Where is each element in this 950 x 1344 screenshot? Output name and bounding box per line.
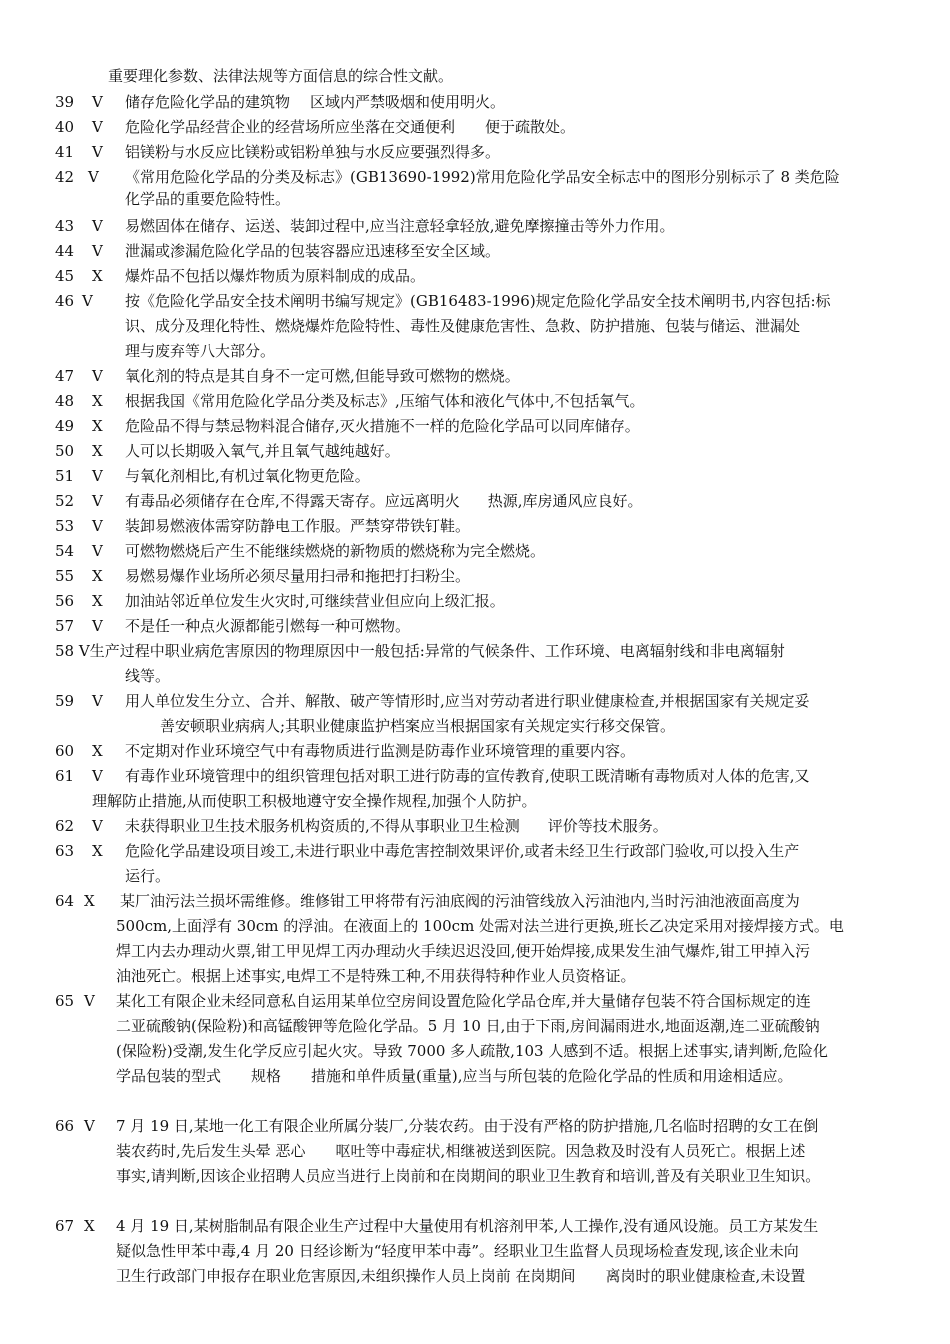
item-text: 加油站邻近单位发生火灾时,可继续营业但应向上级汇报。 xyxy=(125,592,505,610)
item-text: 学品包装的型式 规格 措施和单件质量(重量),应当与所包装的危险化学品的性质和用途相适应。 xyxy=(116,1067,793,1085)
item-answer: V xyxy=(92,118,103,136)
item-text: 爆炸品不包括以爆炸物质为原料制成的成品。 xyxy=(125,267,426,285)
item-answer: V xyxy=(92,93,103,111)
item-number: 67 xyxy=(55,1217,75,1235)
item-text: 易燃固体在储存、运送、装卸过程中,应当注意轻拿轻放,避免摩擦撞击等外力作用。 xyxy=(125,217,675,235)
item-text: 储存危险化学品的建筑物 区域内严禁吸烟和使用明火。 xyxy=(125,93,506,111)
item-text: 人可以长期吸入氧气,并且氧气越纯越好。 xyxy=(125,442,400,460)
item-text: (保险粉)受潮,发生化学反应引起火灾。导致 7000 多人疏散,103 人感到不适。根据上述事实,请判断,危险化 xyxy=(116,1042,828,1060)
item-answer: X xyxy=(92,267,103,285)
item-text: 7 月 19 日,某地一化工有限企业所属分装厂,分装农药。由于没有严格的防护措施,几名临时招聘的女工在倒 xyxy=(116,1117,819,1135)
item-text: 与氧化剂相比,有机过氧化物更危险。 xyxy=(125,467,370,485)
item-answer: X xyxy=(92,567,103,585)
item-answer: V xyxy=(92,542,103,560)
item-number: 65 xyxy=(55,992,75,1010)
item-text: 氧化剂的特点是其自身不一定可燃,但能导致可燃物的燃烧。 xyxy=(125,367,520,385)
item-text: 泄漏或渗漏危险化学品的包装容器应迅速移至安全区域。 xyxy=(125,242,501,260)
item-number: 40 xyxy=(55,118,75,136)
item-text: 危险化学品经营企业的经营场所应坐落在交通便利 便于疏散处。 xyxy=(125,118,576,136)
item-text: 善安顿职业病病人;其职业健康监护档案应当根据国家有关规定实行移交保管。 xyxy=(160,717,676,735)
item-text: 有毒品必须储存在仓库,不得露天寄存。应远离明火 热源,库房通风应良好。 xyxy=(125,492,643,510)
item-answer: V xyxy=(92,767,103,785)
item-answer: X xyxy=(92,592,103,610)
item-text: 某厂油污法兰损坏需维修。维修钳工甲将带有污油底阀的污油管线放入污油池内,当时污油池液面高度为 xyxy=(120,892,800,910)
item-number: 62 xyxy=(55,817,75,835)
item-number: 43 xyxy=(55,217,75,235)
item-answer: V xyxy=(92,242,103,260)
item-number: 50 xyxy=(55,442,75,460)
item-answer: V xyxy=(92,692,103,710)
item-text: 按《危险化学品安全技术阐明书编写规定》(GB16483-1996)规定危险化学品安全技术阐明书,内容包括:标 xyxy=(125,292,831,310)
item-number: 60 xyxy=(55,742,75,760)
item-text: 卫生行政部门申报存在职业危害原因,未组织操作人员上岗前 在岗期间 离岗时的职业健康检查,未设置 xyxy=(116,1267,806,1285)
item-text: 焊工内去办理动火票,钳工甲见焊工丙办理动火手续迟迟没回,便开始焊接,成果发生油气爆炸,钳工甲掉入污 xyxy=(116,942,811,960)
item-number: 61 xyxy=(55,767,75,785)
item-number: 59 xyxy=(55,692,75,710)
item-text: 58 V生产过程中职业病危害原因的物理原因中一般包括:异常的气候条件、工作环境、电离辐射线和非电离辐射 xyxy=(55,642,785,660)
item-text: 未获得职业卫生技术服务机构资质的,不得从事职业卫生检测 评价等技术服务。 xyxy=(125,817,668,835)
item-number: 47 xyxy=(55,367,75,385)
item-number: 44 xyxy=(55,242,75,260)
item-answer: V xyxy=(92,217,103,235)
item-text: 危险品不得与禁忌物料混合储存,灭火措施不一样的危险化学品可以同库储存。 xyxy=(125,417,640,435)
item-number: 55 xyxy=(55,567,75,585)
item-answer: V xyxy=(92,492,103,510)
item-number: 58 xyxy=(55,642,75,660)
item-text: 不是任一种点火源都能引燃每一种可燃物。 xyxy=(125,617,411,635)
item-text: 根据我国《常用危险化学品分类及标志》,压缩气体和液化气体中,不包括氧气。 xyxy=(125,392,645,410)
item-answer: X xyxy=(92,742,103,760)
item-text: 化学品的重要危险特性。 xyxy=(125,190,291,208)
item-answer: X xyxy=(92,417,103,435)
item-number: 51 xyxy=(55,467,75,485)
item-text: 事实,请判断,因该企业招聘人员应当进行上岗前和在岗期间的职业卫生教育和培训,普及有关职业卫生知识。 xyxy=(116,1167,821,1185)
item-text: 500cm,上面浮有 30cm 的浮油。在液面上的 100cm 处需对法兰进行更换,班长乙决定采用对接焊接方式。电 xyxy=(116,917,844,935)
item-text: 不定期对作业环境空气中有毒物质进行监测是防毒作业环境管理的重要内容。 xyxy=(125,742,636,760)
item-answer: V xyxy=(82,292,93,310)
item-text: 有毒作业环境管理中的组织管理包括对职工进行防毒的宣传教育,使职工既清晰有毒物质对人体的危害,又 xyxy=(125,767,810,785)
item-text: 线等。 xyxy=(125,667,171,685)
item-number: 42 xyxy=(55,168,75,186)
item-answer: X xyxy=(84,1217,95,1235)
item-number: 57 xyxy=(55,617,75,635)
item-number: 41 xyxy=(55,143,75,161)
item-answer: V xyxy=(78,642,90,660)
item-number: 66 xyxy=(55,1117,75,1135)
item-text: 油池死亡。根据上述事实,电焊工不是特殊工种,不用获得特种作业人员资格证。 xyxy=(116,967,636,985)
item-answer: V xyxy=(92,467,103,485)
item-answer: V xyxy=(84,992,95,1010)
item-text: 4 月 19 日,某树脂制品有限企业生产过程中大量使用有机溶剂甲苯,人工操作,没有通风设施。员工方某发生 xyxy=(116,1217,819,1235)
item-number: 54 xyxy=(55,542,75,560)
item-answer: V xyxy=(92,617,103,635)
item-text: 理解防止措施,从而使职工积极地遵守安全操作规程,加强个人防护。 xyxy=(92,792,537,810)
item-number: 45 xyxy=(55,267,75,285)
item-text: 运行。 xyxy=(125,867,171,885)
item-text: 某化工有限企业未经同意私自运用某单位空房间设置危险化学品仓库,并大量储存包装不符合国标规定的连 xyxy=(116,992,811,1010)
item-text: 理与废弃等八大部分。 xyxy=(125,342,276,360)
item-answer: X xyxy=(92,842,103,860)
item-text: 《常用危险化学品的分类及标志》(GB13690-1992)常用危险化学品安全标志中的图形分别标示了 8 类危险 xyxy=(125,168,840,186)
item-answer: V xyxy=(84,1117,95,1135)
item-text: 二亚硫酸钠(保险粉)和高锰酸钾等危险化学品。5 月 10 日,由于下雨,房间漏雨进水,地面返潮,连二亚硫酸钠 xyxy=(116,1017,820,1035)
item-number: 48 xyxy=(55,392,75,410)
item-answer: V xyxy=(92,517,103,535)
item-number: 56 xyxy=(55,592,75,610)
item-number: 49 xyxy=(55,417,75,435)
item-answer: X xyxy=(84,892,95,910)
item-text: 用人单位发生分立、合并、解散、破产等情形时,应当对劳动者进行职业健康检查,并根据国家有关规定妥 xyxy=(125,692,810,710)
item-38-line-2: 重要理化参数、法律法规等方面信息的综合性文献。 xyxy=(108,67,454,85)
item-number: 63 xyxy=(55,842,75,860)
item-text: 易燃易爆作业场所必须尽量用扫帚和拖把打扫粉尘。 xyxy=(125,567,471,585)
item-number: 46 xyxy=(55,292,75,310)
item-number: 39 xyxy=(55,93,75,111)
item-answer: V xyxy=(88,168,99,186)
item-number: 64 xyxy=(55,892,75,910)
item-answer: V xyxy=(92,367,103,385)
item-text: 识、成分及理化特性、燃烧爆炸危险特性、毒性及健康危害性、急救、防护措施、包装与储运、泄漏处 xyxy=(125,317,801,335)
item-answer: V xyxy=(92,143,103,161)
item-text: 装农药时,先后发生头晕 恶心 呕吐等中毒症状,相继被送到医院。因急救及时没有人员死亡。根据上述 xyxy=(116,1142,806,1160)
item-text: 可燃物燃烧后产生不能继续燃烧的新物质的燃烧称为完全燃烧。 xyxy=(125,542,546,560)
item-number: 53 xyxy=(55,517,75,535)
item-text: 危险化学品建设项目竣工,未进行职业中毒危害控制效果评价,或者未经卫生行政部门验收,可以投入生产 xyxy=(125,842,800,860)
item-text: 铝镁粉与水反应比镁粉或铝粉单独与水反应要强烈得多。 xyxy=(125,143,501,161)
item-answer: X xyxy=(92,442,103,460)
item-number: 52 xyxy=(55,492,75,510)
item-answer: X xyxy=(92,392,103,410)
item-answer: V xyxy=(92,817,103,835)
item-text: 疑似急性甲苯中毒,4 月 20 日经诊断为“轻度甲苯中毒”。经职业卫生监督人员现场检查发现,该企业未向 xyxy=(116,1242,799,1260)
item-text: 装卸易燃液体需穿防静电工作服。严禁穿带铁钉鞋。 xyxy=(125,517,471,535)
